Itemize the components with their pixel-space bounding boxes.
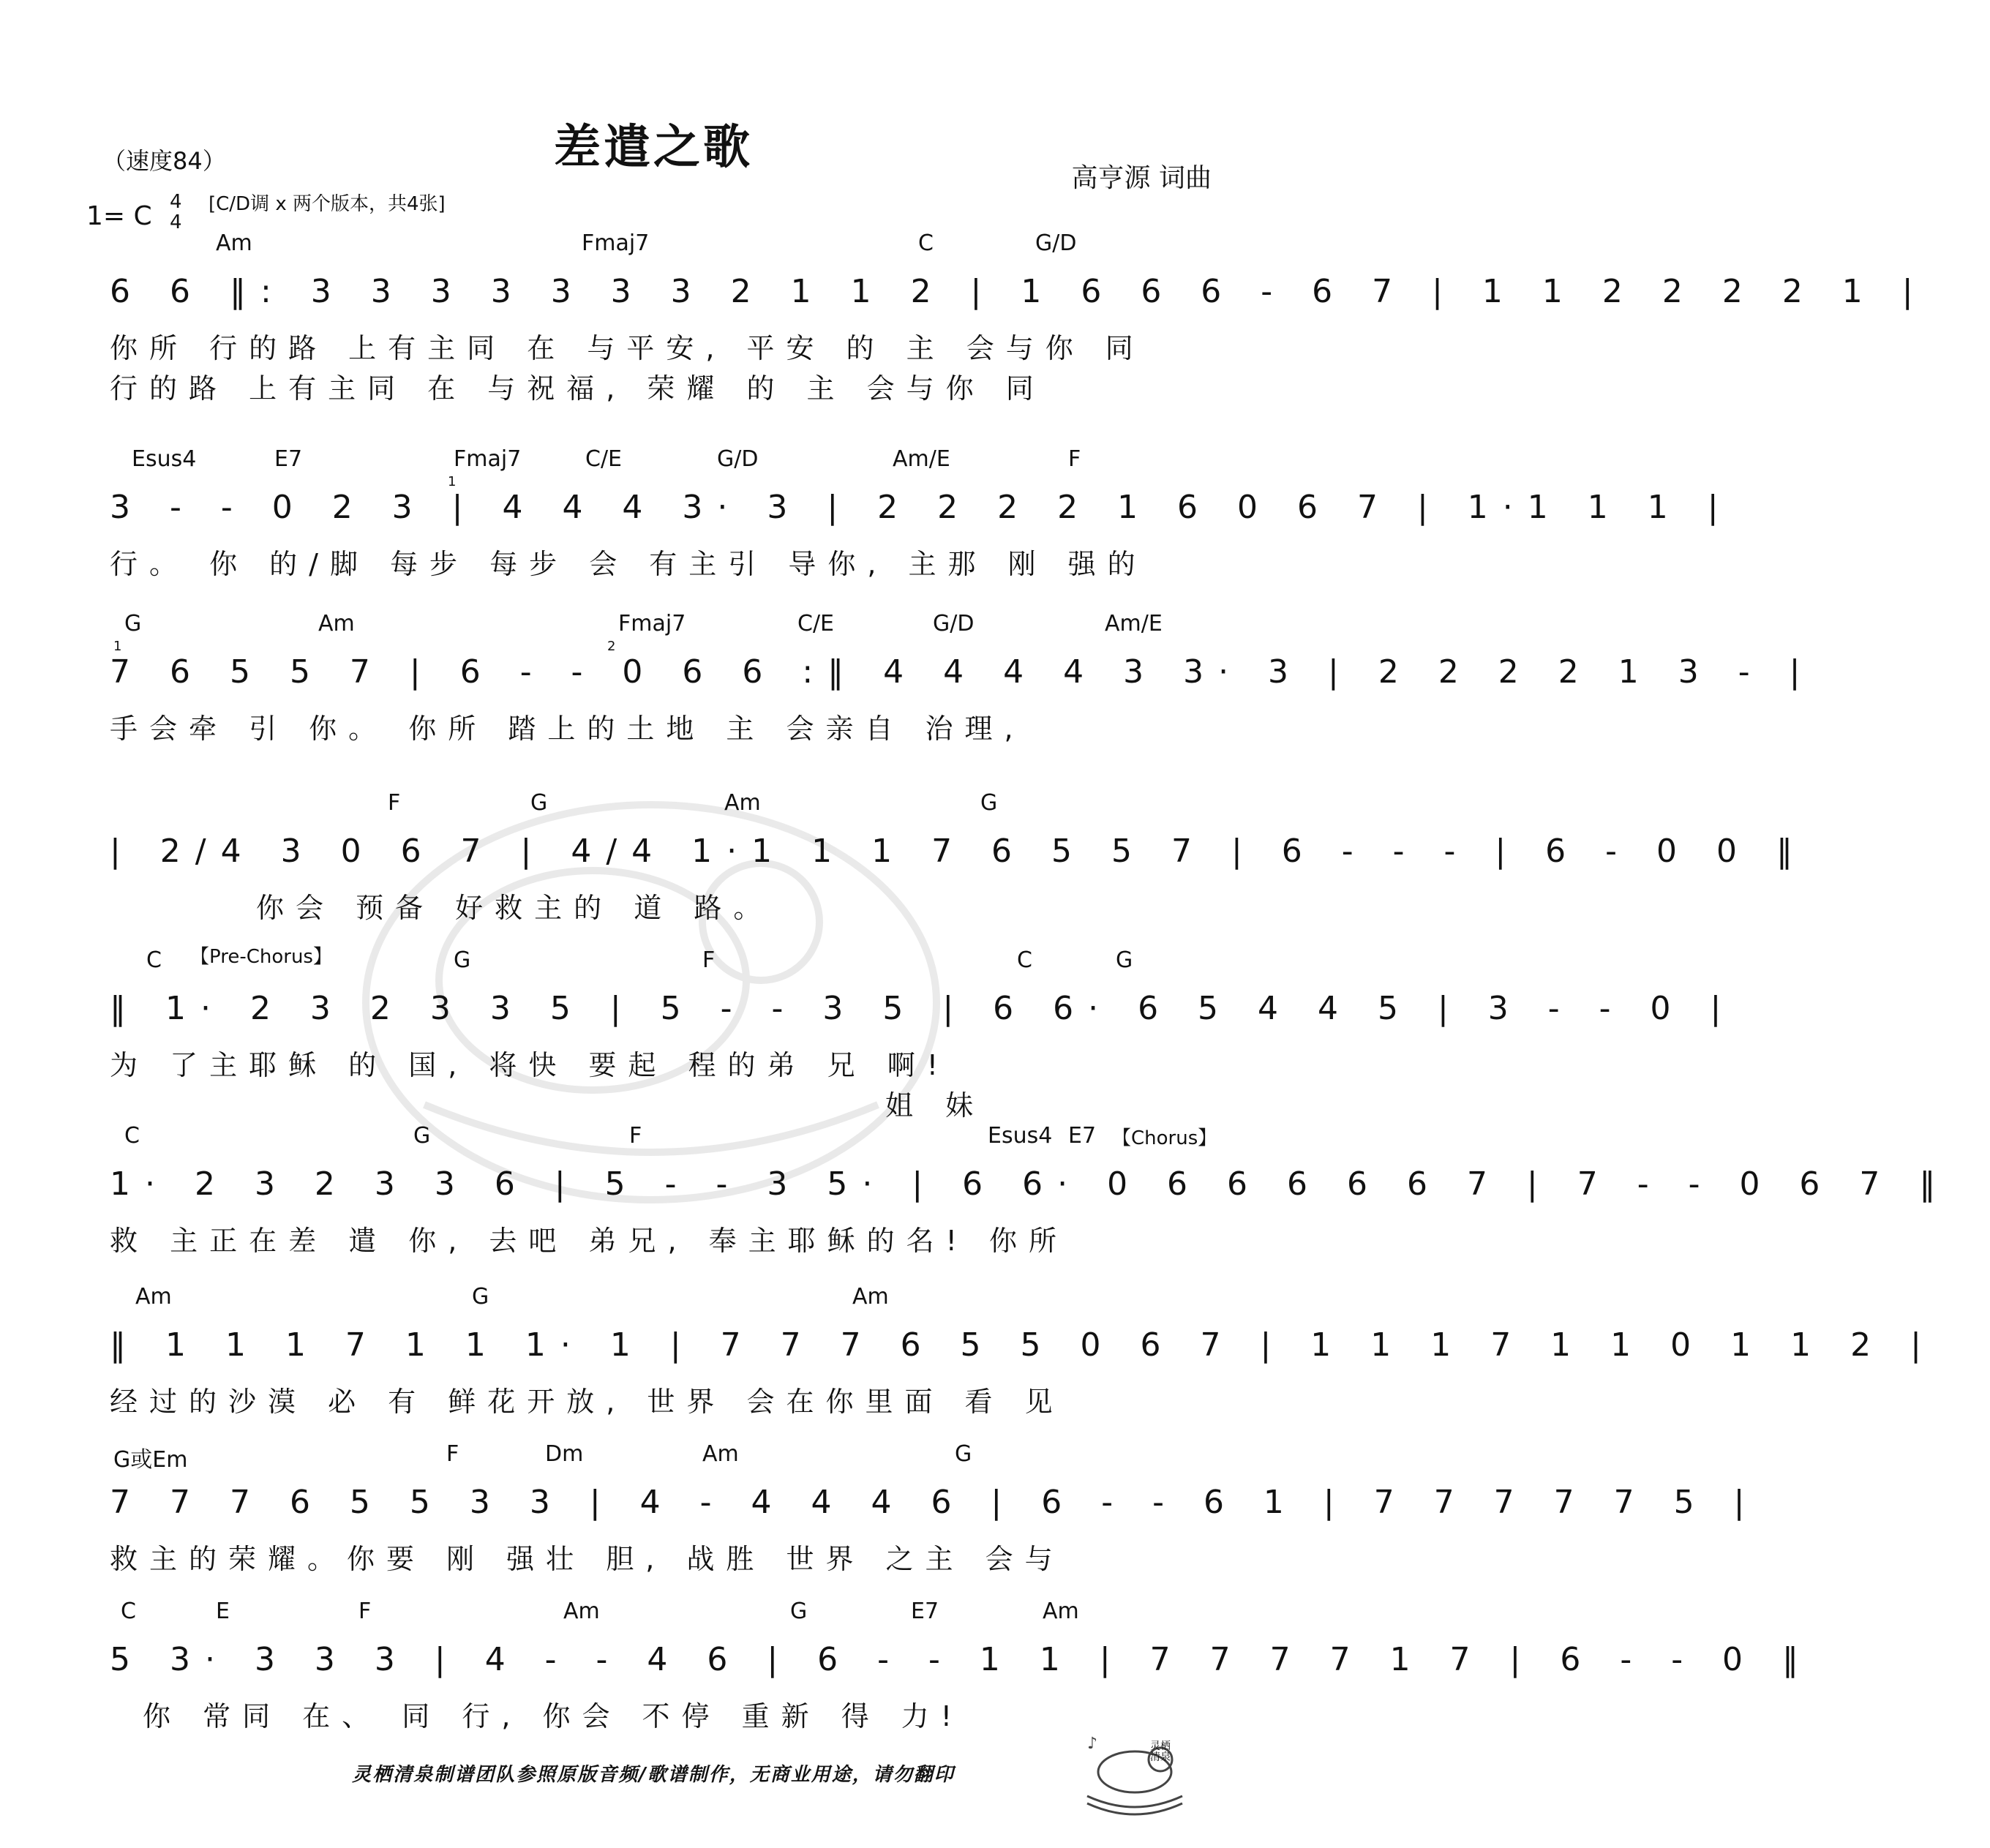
chord-symbol: G — [472, 1284, 489, 1310]
chord-symbol: E7 — [274, 446, 303, 472]
lyrics-verse-2: 行的路 上有主同 在 与祝福, 荣耀 的 主 会与你 同 — [110, 372, 1045, 405]
chord-row — [110, 230, 1214, 260]
chord-symbol: Fmaj7 — [582, 230, 650, 256]
jianpu-notes: 1· 2 3 2 3 3 6 | 5 - - 3 5· | 6 6· 0 6 6 6 6 6 7 | 7 - - 0 6 7 ‖ — [110, 1165, 1950, 1203]
chord-symbol: F — [1068, 446, 1081, 472]
music-system-8 — [110, 1441, 1760, 1588]
chord-symbol: Am/E — [893, 446, 950, 472]
chord-symbol: Esus4 — [988, 1123, 1053, 1149]
chord-symbol: G/D — [1035, 230, 1077, 256]
lyrics-verse-1: 救主的荣耀。你要 刚 强壮 胆, 战胜 世界 之主 会与 — [110, 1543, 1065, 1575]
song-title: 差遣之歌 — [554, 121, 753, 175]
chord-symbol: Esus4 — [132, 446, 197, 472]
chord-symbol: Am — [1043, 1599, 1079, 1624]
chord-symbol: G — [980, 790, 998, 816]
chord-symbol: E7 — [1068, 1123, 1097, 1149]
chord-symbol: G或Em — [113, 1447, 188, 1473]
section-label: 【Pre-Chorus】 — [190, 946, 332, 968]
chord-symbol: C/E — [585, 446, 623, 472]
volta-number: 1 — [113, 639, 122, 654]
lyrics-verse-1: 你会 预备 好救主的 道 路。 — [256, 892, 773, 924]
chord-row — [110, 1599, 1214, 1628]
chord-symbol: G — [413, 1123, 431, 1149]
chord-symbol: F — [388, 790, 401, 816]
chord-symbol: G — [790, 1599, 808, 1624]
key-signature: 1= C — [86, 201, 152, 231]
chord-symbol: C — [124, 1123, 140, 1149]
sheep-logo-icon — [1080, 1727, 1190, 1814]
chord-symbol: C — [1017, 947, 1032, 973]
lyrics-verse-1: 行。 你 的/脚 每步 每步 会 有主引 导你, 主那 刚 强的 — [110, 548, 1147, 580]
chord-symbol: Am — [702, 1441, 739, 1467]
footer-credit: 灵栖清泉制谱团队参照原版音频/歌谱制作，无商业用途，请勿翻印 — [352, 1764, 955, 1786]
jianpu-notes: 6 6 ‖: 3 3 3 3 3 3 3 2 1 1 2 | 1 6 6 6 - 6 7 | 1 1 2 2 2 2 1 | — [110, 273, 1928, 310]
music-system-9 — [110, 1599, 1814, 1745]
chord-symbol: F — [446, 1441, 459, 1467]
lyrics-verse-1: 为 了主耶稣 的 国, 将快 要起 程的弟 兄 啊! — [110, 1049, 950, 1081]
chord-row — [110, 446, 1214, 476]
svg-text:♪: ♪ — [1087, 1735, 1098, 1753]
chord-row — [110, 1284, 1214, 1313]
chord-symbol: F — [358, 1599, 372, 1624]
chord-row — [110, 1123, 1214, 1152]
jianpu-notes: 7 7 7 6 5 5 3 3 | 4 - 4 4 4 6 | 6 - - 6 1 | 7 7 7 7 7 5 | — [110, 1484, 1760, 1521]
chord-symbol: C/E — [797, 611, 835, 636]
logo-text: 灵栖清泉 — [1150, 1740, 1171, 1763]
music-system-1 — [110, 230, 1928, 406]
chord-symbol: Am — [563, 1599, 600, 1624]
version-note: [C/D调 x 两个版本，共4张] — [209, 193, 446, 215]
chord-symbol: Am — [216, 230, 252, 256]
chord-symbol: G/D — [933, 611, 975, 636]
chord-symbol: G — [530, 790, 548, 816]
music-system-3 — [110, 611, 1815, 757]
chord-symbol: E — [216, 1599, 230, 1624]
tempo-marking: （速度84） — [102, 147, 226, 175]
time-signature-top: 4 — [170, 191, 182, 213]
section-label: 【Chorus】 — [1112, 1127, 1217, 1149]
chord-symbol: Am — [724, 790, 761, 816]
music-system-5 — [110, 946, 1736, 1138]
music-system-7 — [110, 1284, 1936, 1430]
chord-symbol: G/D — [717, 446, 759, 472]
volta-number: 1 — [448, 474, 457, 489]
lyrics-verse-2: 姐 妹 — [885, 1089, 985, 1122]
jianpu-notes: 7 6 5 5 7 | 6 - - 0 6 6 :‖ 4 4 4 4 3 3· 3 | 2 2 2 2 1 3 - | — [110, 653, 1815, 691]
chord-symbol: F — [702, 947, 716, 973]
lyrics-verse-1: 救 主正在差 遣 你, 去吧 弟兄, 奉主耶稣的名! 你所 — [110, 1225, 1068, 1257]
sheep-logo — [1080, 1727, 1190, 1814]
chord-symbol: G — [955, 1441, 972, 1467]
jianpu-notes: 3 - - 0 2 3 | 4 4 4 3· 3 | 2 2 2 2 1 6 0 6 7 | 1·1 1 1 | — [110, 489, 1733, 526]
lyrics-verse-1: 经过的沙漠 必 有 鲜花开放, 世界 会在你里面 看 见 — [110, 1386, 1065, 1418]
chord-symbol: E7 — [911, 1599, 939, 1624]
jianpu-notes: ‖ 1· 2 3 2 3 3 5 | 5 - - 3 5 | 6 6· 6 5 4 4 5 | 3 - - 0 | — [110, 990, 1736, 1027]
chord-symbol: G — [1116, 947, 1133, 973]
music-system-4 — [110, 790, 1807, 936]
lyrics-verse-1: 你所 行的路 上有主同 在 与平安, 平安 的 主 会与你 同 — [110, 332, 1145, 364]
chord-symbol: C — [121, 1599, 136, 1624]
chord-symbol: Am — [135, 1284, 172, 1310]
chord-symbol: G — [454, 947, 471, 973]
music-system-2 — [110, 446, 1733, 593]
jianpu-notes: 5 3· 3 3 3 | 4 - - 4 6 | 6 - - 1 1 | 7 7 7 7 1 7 | 6 - - 0 ‖ — [110, 1641, 1814, 1678]
chord-symbol: G — [124, 611, 142, 636]
lyrics-verse-1: 手会牵 引 你。 你所 踏上的土地 主 会亲自 治理, — [110, 713, 1025, 745]
jianpu-notes: | 2/4 3 0 6 7 | 4/4 1·1 1 1 7 6 5 5 7 | 6 - - - | 6 - 0 0 ‖ — [110, 833, 1807, 870]
chord-symbol: C — [146, 947, 162, 973]
time-signature — [170, 192, 182, 233]
chord-symbol: Dm — [545, 1441, 584, 1467]
music-system-6 — [110, 1123, 1950, 1269]
chord-row — [110, 611, 1214, 640]
volta-number: 2 — [607, 639, 616, 654]
jianpu-notes: ‖ 1 1 1 7 1 1 1· 1 | 7 7 7 6 5 5 0 6 7 | 1 1 1 7 1 1 0 1 1 2 | — [110, 1326, 1936, 1364]
lyrics-verse-1: 你 常同 在、 同 行, 你会 不停 重新 得 力! — [143, 1700, 964, 1732]
chord-symbol: Fmaj7 — [454, 446, 522, 472]
chord-symbol: Am — [318, 611, 355, 636]
chord-symbol: Fmaj7 — [618, 611, 686, 636]
chord-symbol: Am — [852, 1284, 889, 1310]
chord-symbol: Am/E — [1105, 611, 1163, 636]
chord-symbol: F — [629, 1123, 642, 1149]
time-signature-bottom: 4 — [170, 211, 182, 233]
chord-row — [110, 790, 1214, 819]
chord-symbol: C — [918, 230, 934, 256]
chord-row — [110, 1441, 1214, 1473]
composer-credit: 高亨源 词曲 — [1071, 163, 1212, 193]
